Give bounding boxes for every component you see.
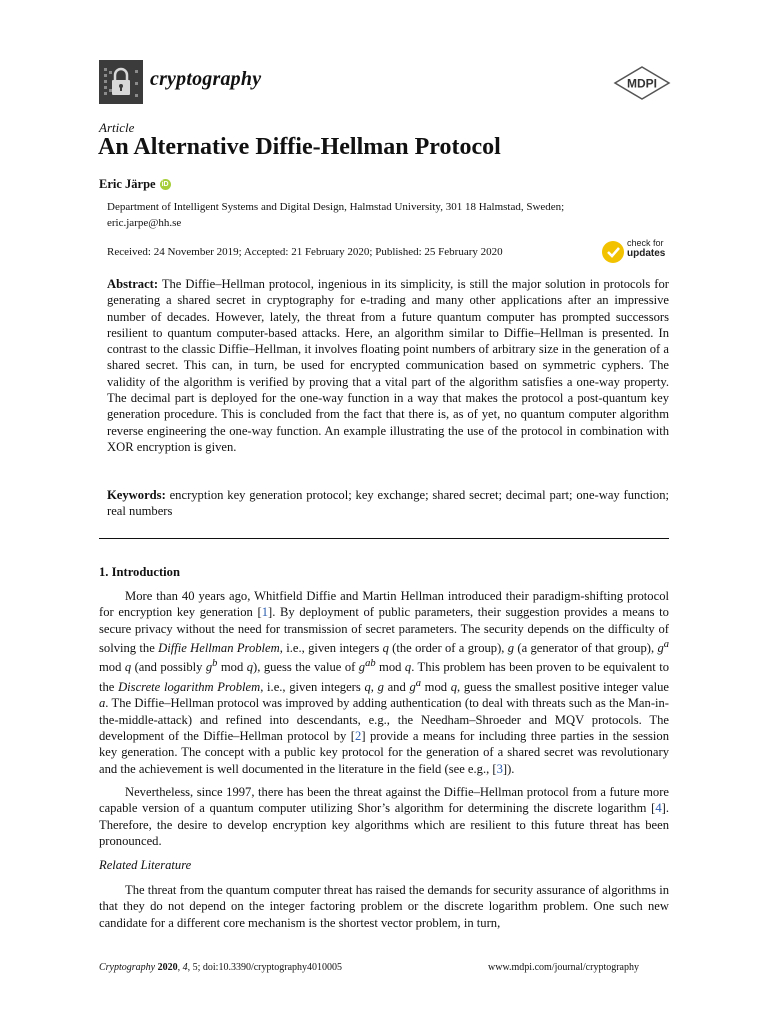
author-name: Eric Järpe bbox=[99, 177, 156, 191]
journal-name: cryptography bbox=[150, 68, 262, 90]
affiliation bbox=[107, 199, 667, 231]
citation-link[interactable]: 1 bbox=[261, 605, 268, 620]
abstract-label: Abstract: bbox=[107, 277, 159, 291]
citation-link[interactable]: 4 bbox=[655, 801, 662, 816]
keywords bbox=[107, 487, 669, 520]
publication-dates: Received: 24 November 2019; Accepted: 21 February 2020; Published: 25 February 2020 bbox=[107, 246, 503, 258]
mdpi-logo bbox=[613, 66, 671, 100]
mdpi-text: MDPI bbox=[627, 76, 657, 91]
abstract bbox=[107, 276, 669, 455]
citation-link[interactable]: 3 bbox=[496, 761, 503, 776]
section-heading: 1. Introduction bbox=[99, 565, 180, 579]
citation-link[interactable]: 2 bbox=[355, 728, 362, 743]
page-title: An Alternative Diffie-Hellman Protocol bbox=[98, 134, 501, 160]
article-type: Article bbox=[99, 120, 135, 135]
journal-logo bbox=[99, 60, 143, 104]
paragraph: Nevertheless, since 1997, there has been the threat against the Diffie–Hellman protocol from a future more capable version of a quantum computer utilizing Shor’s algorithm for determining the discrete logarithm [4]. Therefore, the desire to develop encryption key algorithms which are resilient to this future threat has been pronounced. bbox=[99, 785, 669, 848]
affiliation-line: Department of Intelligent Systems and Digital Design, Halmstad University, 301 18 Halmstad, Sweden; bbox=[107, 201, 565, 213]
divider bbox=[99, 538, 669, 539]
keywords-text: encryption key generation protocol; key exchange; shared secret; decimal part; one-way function; real numbers bbox=[107, 488, 669, 519]
email[interactable]: eric.jarpe@hh.se bbox=[107, 217, 182, 229]
paragraph: The threat from the quantum computer threat has raised the demands for security assurance of algorithms in that they do not depend on the integer factoring problem or the discrete logarithm problem. One such new candidate for a different core mechanism is the shortest vector problem, in turn, bbox=[99, 883, 669, 930]
check-for-label: check for bbox=[627, 238, 664, 248]
orcid-icon[interactable]: iD bbox=[161, 181, 169, 188]
keywords-label: Keywords: bbox=[107, 488, 166, 502]
abstract-text: The Diffie–Hellman protocol, ingenious in its simplicity, is still the major solution in protocols for generating a shared secret in cryptography for e-trading and many other applications after an impressive number of decades. However, lately, the threat from a future quantum computer has prompted successors resilient to quantum computer-based attacks. Here, an algorithm similar to Diffie–Hellman is presented. In contrast to the classic Diffie–Hellman, it involves floating point numbers of arbitrary size in the generation of a shared secret. This can, in turn, be used for encrypted communication based on symmetric cyphers. The validity of the algorithm is verified by proving that a vital part of the algorithm satisfies a one-way property. The decimal part is deployed for the one-way function in a way that makes the protocol a post-quantum key generation procedure. This is concluded from the fact that there is, as of yet, no quantum computer algorithm reverse engineering the one-way function. An example illustrating the use of the protocol in combination with XOR encryption is given. bbox=[107, 277, 669, 454]
paragraph: More than 40 years ago, Whitfield Diffie and Martin Hellman introduced their paradigm-shifting protocol for encryption key generation [1]. By deployment of public parameters, their suggestion provides a means to secure privacy without the need for transmission of secret parameters. The security depends on the difficulty of solving the Diffie Hellman Problem, i.e., given integers q (the order of a group), g (a generator of that group), $g^a$ mod q (and possibly $g^b$ mod q), guess the value of $g^{ab}$ mod q. This problem has been proven to be equivalent to the Discrete logarithm Problem, i.e., given integers q, g and $g^a$ mod q, guess the smallest positive integer value a. The Diffie–Hellman protocol was improved by adding authentication (to deal with threats such as the Man-in-the-middle-attack) and refined into descendants, e.g., the Needham–Shroeder and MQV protocols. The development of the Diffie–Hellman protocol by [2] provide a means for including three parties in the session key generation. The concept with a public key protocol for the generation of a shared secret was revolutionary and the achievement is well documented in the literature in the field (see e.g., [3]). bbox=[99, 589, 670, 776]
check-for-updates-label[interactable] bbox=[627, 238, 665, 259]
footer-url[interactable]: www.mdpi.com/journal/cryptography bbox=[488, 962, 639, 973]
author bbox=[99, 177, 171, 192]
updates-label: updates bbox=[627, 248, 666, 259]
subsection-heading: Related Literature bbox=[99, 858, 192, 872]
footer-citation: Cryptography 2020, 4, 5; doi:10.3390/cryptography4010005 bbox=[99, 962, 343, 973]
lock-icon bbox=[99, 60, 143, 104]
